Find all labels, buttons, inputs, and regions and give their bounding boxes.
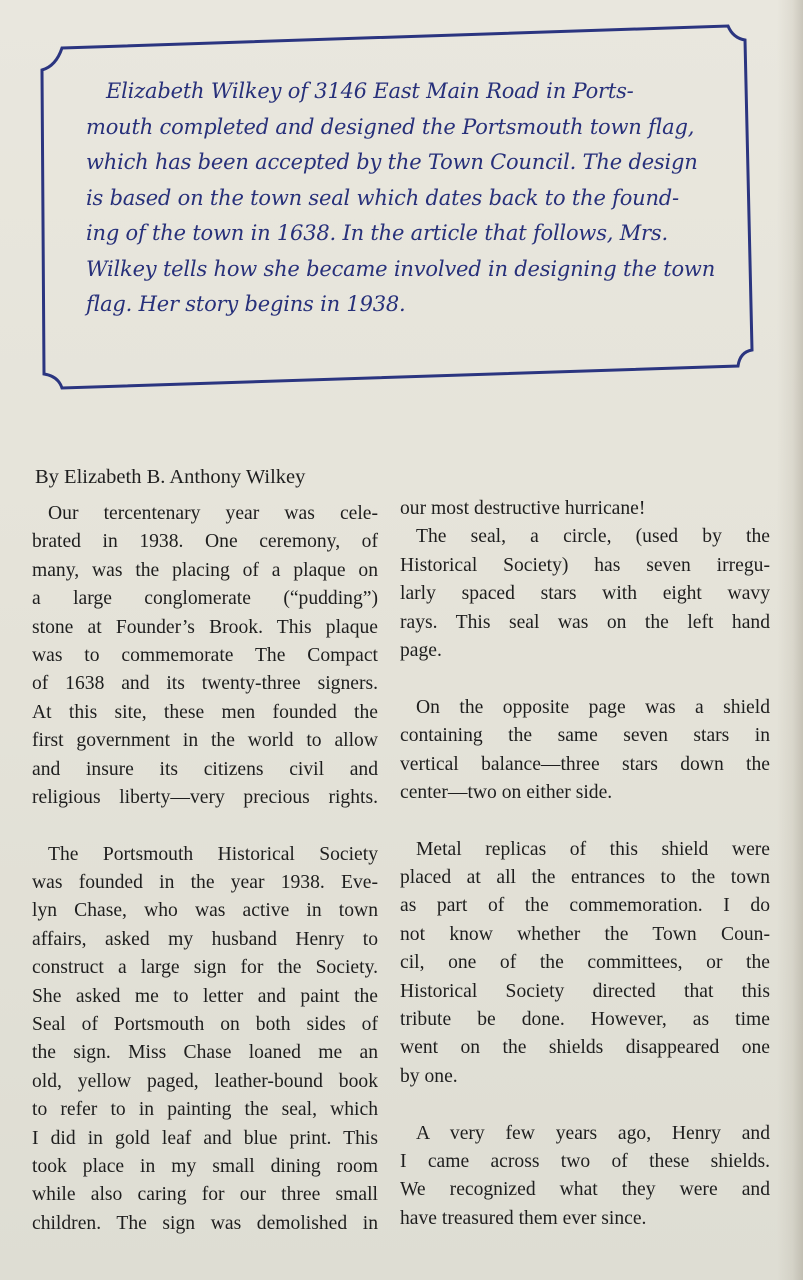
text-line: first government in the world to allow	[32, 730, 378, 752]
text-line: Metal replicas of this shield were	[416, 838, 770, 860]
text-line: A very few years ago, Henry and	[416, 1122, 770, 1144]
text-line: construct a large sign for the Society.	[32, 957, 378, 979]
text-line: center—two on either side.	[400, 781, 613, 803]
text-line: cil, one of the committees, or the	[400, 952, 770, 974]
text-line: the sign. Miss Chase loaned me an	[32, 1042, 378, 1064]
paragraph-gap	[32, 812, 378, 840]
text-line: children. The sign was demolished in	[32, 1212, 378, 1234]
paragraph-gap	[400, 665, 770, 693]
paragraph-historical-society	[32, 841, 378, 1238]
text-line: old, yellow paged, leather-bound book	[32, 1070, 378, 1092]
text-line: religious liberty—very precious rights.	[32, 786, 378, 808]
text-line: was to commemorate The Compact	[32, 644, 378, 666]
text-line: On the opposite page was a shield	[416, 696, 770, 718]
text-line: Our tercentenary year was cele-	[48, 503, 378, 524]
text-line: rays. This seal was on the left hand	[400, 611, 770, 633]
text-line: and insure its citizens civil and	[32, 758, 378, 780]
text-line: brated in 1938. One ceremony, of	[32, 531, 378, 553]
page-edge-shadow	[777, 0, 803, 1280]
text-line: Historical Society directed that this	[400, 980, 770, 1002]
text-line: while also caring for our three small	[32, 1184, 378, 1206]
right-column	[400, 495, 770, 1233]
paragraph-seal	[400, 523, 770, 665]
text-line: our most destructive hurricane!	[400, 498, 646, 519]
paragraph-tercentenary	[32, 500, 378, 812]
paragraph-shields-found	[400, 1120, 770, 1234]
text-line: page.	[400, 639, 442, 661]
text-line: by one.	[400, 1065, 458, 1087]
intro-line: Wilkey tells how she became involved in designing the town	[86, 256, 716, 281]
paragraph-hurricane	[400, 495, 770, 523]
intro-line: Elizabeth Wilkey of 3146 East Main Road in Ports-	[106, 79, 634, 103]
text-line: The seal, a circle, (used by the	[416, 526, 770, 548]
text-line: many, was the placing of a plaque on	[32, 559, 378, 581]
text-line: a large conglomerate (“pudding”)	[32, 588, 378, 610]
text-line: to refer to in painting the seal, which	[32, 1099, 378, 1121]
text-line: tribute be done. However, as time	[400, 1009, 770, 1031]
intro-line: is based on the town seal which dates back to the found-	[86, 185, 679, 210]
text-line: not know whether the Town Coun-	[400, 923, 770, 945]
left-column	[32, 500, 378, 1238]
intro-line: ing of the town in 1638. In the article that follows, Mrs.	[86, 221, 668, 245]
paragraph-gap	[400, 1091, 770, 1119]
intro-box-text	[86, 74, 726, 323]
paragraph-gap	[400, 807, 770, 835]
text-line: lyn Chase, who was active in town	[32, 900, 378, 922]
text-line: I did in gold leaf and blue print. This	[32, 1127, 378, 1149]
intro-line: which has been accepted by the Town Council. The design	[86, 150, 698, 174]
intro-line: flag. Her story begins in 1938.	[86, 292, 406, 316]
text-line: placed at all the entrances to the town	[400, 867, 770, 889]
text-line: At this site, these men founded the	[32, 701, 378, 723]
text-line: I came across two of these shields.	[400, 1150, 770, 1172]
text-line: She asked me to letter and paint the	[32, 985, 378, 1007]
text-line: of 1638 and its twenty-three signers.	[32, 673, 378, 695]
text-line: affairs, asked my husband Henry to	[32, 928, 378, 950]
text-line: was founded in the year 1938. Eve-	[32, 872, 378, 894]
text-line: stone at Founder’s Brook. This plaque	[32, 616, 378, 638]
text-line: larly spaced stars with eight wavy	[400, 583, 770, 605]
paragraph-shield	[400, 694, 770, 808]
text-line: We recognized what they were and	[400, 1179, 770, 1201]
text-line: containing the same seven stars in	[400, 725, 770, 747]
text-line: as part of the commemoration. I do	[400, 895, 770, 917]
text-line: Seal of Portsmouth on both sides of	[32, 1014, 378, 1036]
intro-line: mouth completed and designed the Portsmouth town flag,	[86, 114, 695, 139]
text-line: went on the shields disappeared one	[400, 1037, 770, 1059]
text-line: The Portsmouth Historical Society	[48, 843, 378, 865]
paragraph-metal-replicas	[400, 836, 770, 1092]
text-line: have treasured them ever since.	[400, 1207, 647, 1229]
text-line: took place in my small dining room	[32, 1155, 378, 1177]
text-line: vertical balance—three stars down the	[400, 753, 770, 775]
article-byline: By Elizabeth B. Anthony Wilkey	[35, 466, 306, 488]
text-line: Historical Society) has seven irregu-	[400, 554, 770, 576]
